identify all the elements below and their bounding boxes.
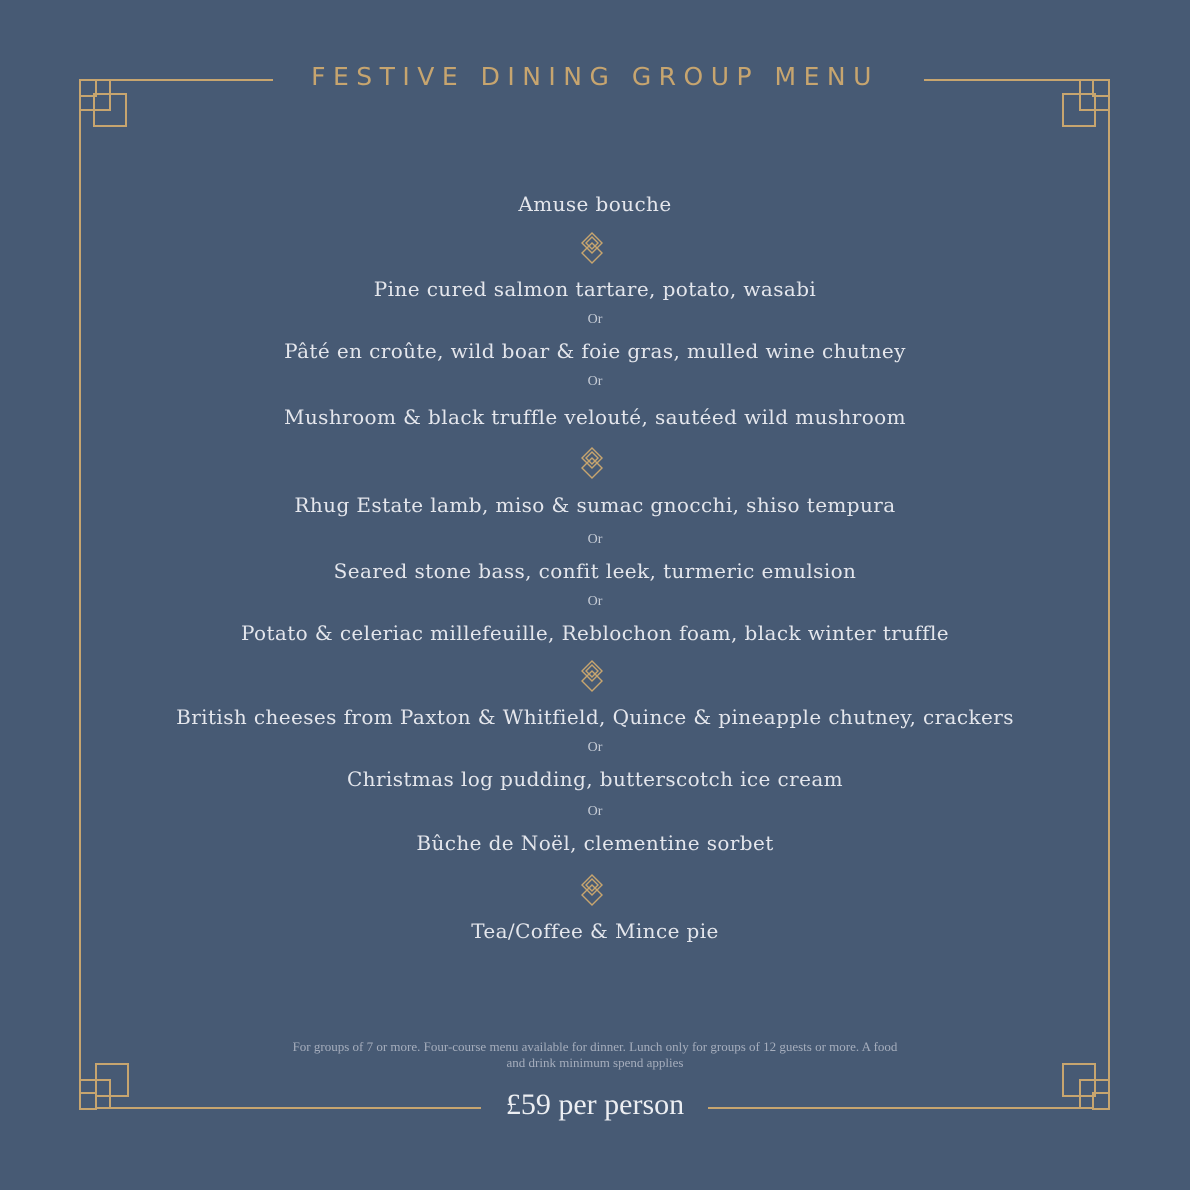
or-separator: Or — [587, 374, 603, 389]
course-3-option-3: Potato & celeriac millefeuille, Reblochon foam, black winter truffle — [240, 621, 950, 645]
diamond-divider-icon — [579, 660, 605, 692]
group-booking-note: For groups of 7 or more. Four-course menu available for dinner. Lunch only for groups of 12 guests or more. A food and drink minimum spend applies — [292, 1039, 898, 1070]
or-separator: Or — [587, 312, 603, 327]
course-2-option-3: Mushroom & black truffle velouté, sautéed wild mushroom — [284, 405, 906, 429]
course-4-option-1: British cheeses from Paxton & Whitfield, Quince & pineapple chutney, crackers — [176, 705, 1014, 729]
course-5-dish: Tea/Coffee & Mince pie — [471, 919, 719, 943]
course-3-option-1: Rhug Estate lamb, miso & sumac gnocchi, shiso tempura — [294, 493, 896, 517]
course-4-option-3: Bûche de Noël, clementine sorbet — [416, 831, 774, 855]
course-2-option-1: Pine cured salmon tartare, potato, wasabi — [373, 277, 817, 301]
course-1-dish: Amuse bouche — [518, 192, 672, 216]
or-separator: Or — [587, 594, 603, 609]
menu-title: FESTIVE DINING GROUP MENU — [311, 62, 879, 91]
course-2-option-2: Pâté en croûte, wild boar & foie gras, mulled wine chutney — [284, 339, 906, 363]
or-separator: Or — [587, 740, 603, 755]
diamond-divider-icon — [579, 232, 605, 264]
course-3-option-2: Seared stone bass, confit leek, turmeric emulsion — [333, 559, 857, 583]
diamond-divider-icon — [579, 447, 605, 479]
diamond-divider-icon — [579, 874, 605, 906]
course-4-option-2: Christmas log pudding, butterscotch ice cream — [346, 767, 844, 791]
price-per-person: £59 per person — [505, 1088, 685, 1121]
or-separator: Or — [587, 532, 603, 547]
or-separator: Or — [587, 804, 603, 819]
